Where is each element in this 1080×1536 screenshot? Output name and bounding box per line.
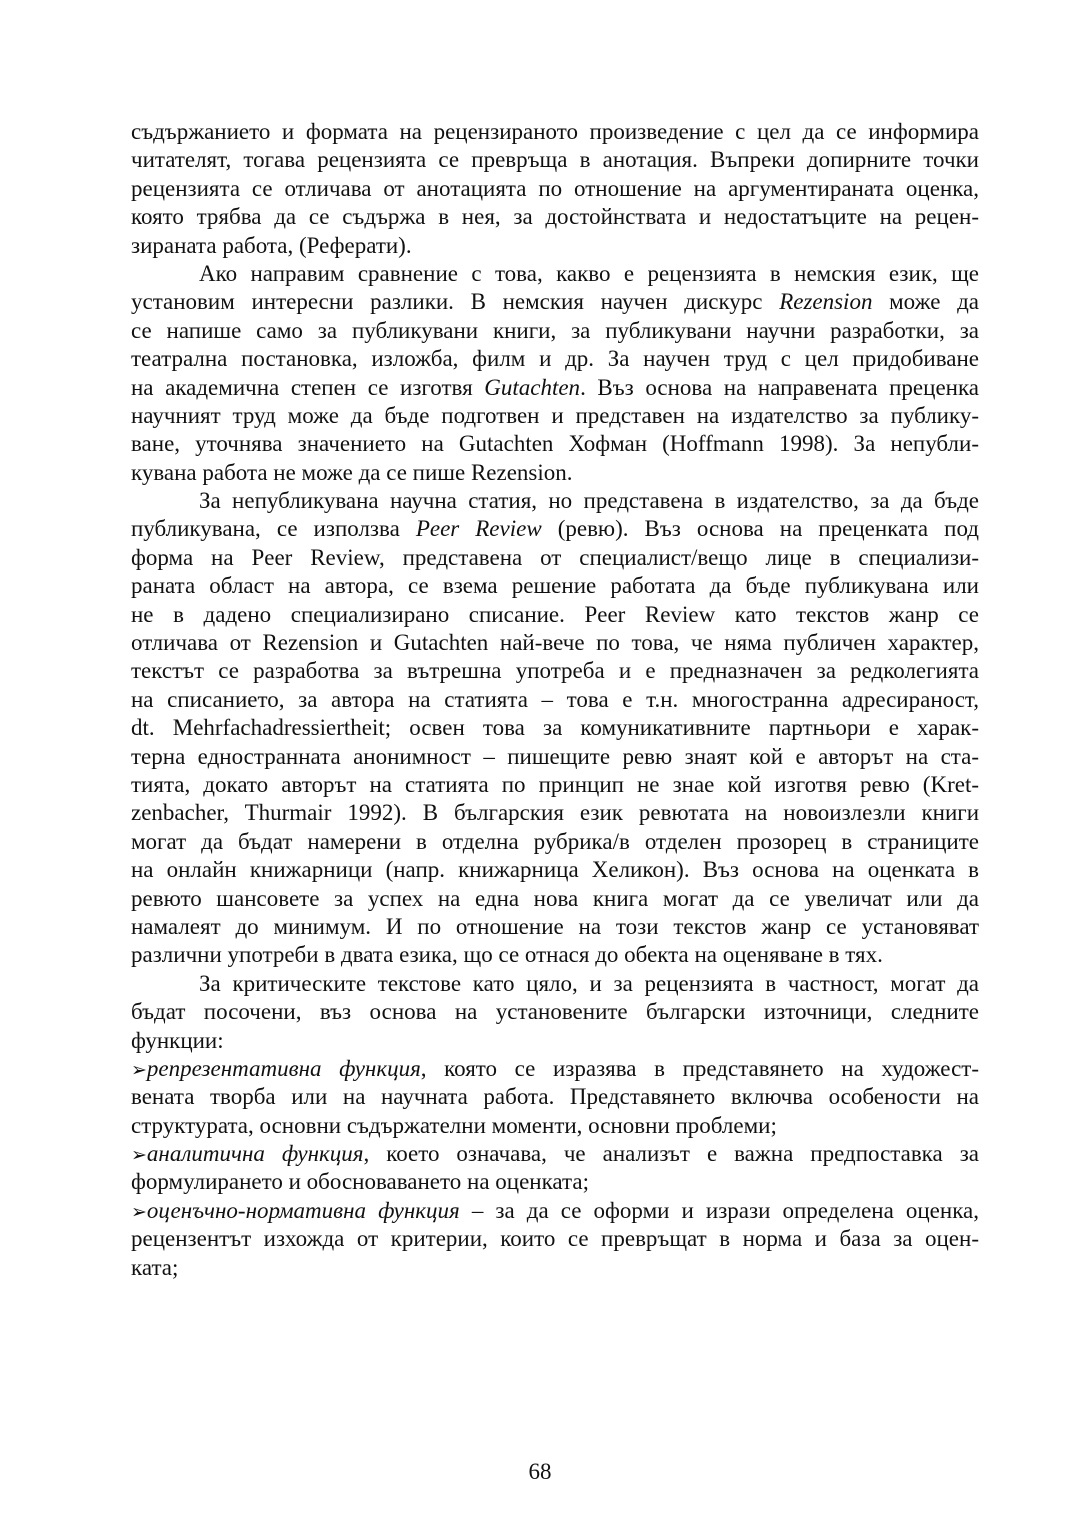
text-line: бъдат посочени, въз основа на установените български източници, следните — [131, 999, 979, 1025]
text-line — [131, 686, 979, 714]
line-text: Ако направим сравнение с това, какво е рецензията в немския език, ще — [199, 260, 979, 286]
text-line — [131, 1140, 979, 1168]
text-line — [131, 771, 979, 799]
line-text: намалеят до минимум. И по отношение на този текстов жанр се установяват — [131, 913, 979, 939]
text-line — [131, 374, 979, 402]
bullet-item-analytical-function — [131, 1140, 979, 1197]
text-line — [131, 885, 979, 913]
text-line: зираната работа, (Реферати). — [131, 232, 412, 258]
line-text: раната област на автора, се взема решение работата да бъде публикувана или — [131, 573, 979, 599]
line-text: публикувана, се използва — [131, 516, 416, 542]
paragraph-continuation — [131, 118, 979, 260]
text-line — [131, 1197, 979, 1225]
line-text: научният труд може да бъде подготвен и представен на издателство за публику- — [131, 402, 979, 428]
line-text: dt. Mehrfachadressiertheit; освен това за комуникативните партньори е харак- — [131, 715, 979, 741]
line-text: , която се изразява в представянето на художест- — [420, 1055, 979, 1081]
text-line — [131, 714, 979, 742]
line-text: , което означава, че анализът е важна предпоставка за — [363, 1141, 979, 1167]
text-line — [131, 913, 979, 941]
line-text: zenbacher, Thurmair 1992). В българския език ревютата на новоизлезли книги — [131, 800, 979, 826]
line-text: тията, докато авторът на статията по принцип не знае кой изготвя ревю (Kret- — [131, 771, 979, 797]
italic-term: Rezension — [779, 289, 873, 315]
text-line: формулирането и обосноваването на оценката; — [131, 1169, 589, 1195]
line-text: (ревю). Въз основа на преценката под — [541, 516, 980, 542]
text-line — [131, 345, 979, 373]
text-line — [131, 828, 979, 856]
line-text: ване, уточнява значението на Gutachten Хофман (Hoffmann 1998). За непубли- — [131, 431, 979, 457]
text-line: вената творба или на научната работа. Представянето включва особености на — [131, 1084, 979, 1110]
italic-term: аналитична функция — [146, 1141, 364, 1167]
line-text: установим интересни разлики. В немския научен дискурс — [131, 289, 780, 315]
text-line — [131, 487, 979, 515]
text-line: ката; — [131, 1254, 179, 1280]
text-line — [131, 544, 979, 572]
text-line — [131, 572, 979, 600]
bullet-item-representative-function — [131, 1055, 979, 1140]
line-text: може да — [872, 289, 979, 315]
text-line — [131, 601, 979, 629]
line-text: различни употреби в двата езика, що се отнася до обекта на оценяване в тях. — [131, 942, 883, 968]
paragraph-peer-review — [131, 487, 979, 970]
italic-term: оценъчно-нормативна функция — [146, 1197, 460, 1223]
text-line: читателят, тогава рецензията се превръща в анотация. Въпреки допирните точки — [131, 147, 979, 173]
arrow-bullet-icon: ➢ — [131, 1145, 147, 1167]
document-body — [131, 118, 979, 1282]
text-line — [131, 459, 979, 487]
paragraph-functions-intro — [131, 970, 979, 1055]
line-text: текстът се разработва за вътрешна употреба и е предназначен за редколегията — [131, 658, 979, 684]
text-line: рецензентът изхожда от критерии, които се превръщат в норма и база за оцен- — [131, 1226, 979, 1252]
line-text: театрална постановка, изложба, филм и др. За научен труд с цел придобиване — [131, 346, 979, 372]
text-line — [131, 288, 979, 316]
italic-term: репрезентативна функция — [146, 1055, 421, 1081]
text-line: съдържанието и формата на рецензираното произведение с цел да се информира — [131, 119, 979, 144]
text-line — [131, 515, 979, 543]
line-text: За непубликувана научна статия, но представена в издателство, за да бъде — [199, 488, 979, 514]
text-line: функции: — [131, 1027, 224, 1053]
page-number: 68 — [528, 1459, 552, 1484]
text-line — [131, 856, 979, 884]
line-text: форма на Peer Review, представена от специалист/вещо лице в специализи- — [131, 544, 979, 570]
line-text: терна едностранната анонимност – пишещите ревю знаят кой е авторът на ста- — [131, 743, 979, 769]
text-line — [131, 799, 979, 827]
text-line: която трябва да се съдържа в нея, за достойнствата и недостатъците на рецен- — [131, 204, 979, 230]
text-line — [131, 657, 979, 685]
arrow-bullet-icon: ➢ — [131, 1201, 147, 1223]
text-line — [131, 317, 979, 345]
line-text: ревюто шансовете за успех на една нова книга могат да се увеличат или да — [131, 885, 979, 911]
text-line — [131, 941, 979, 969]
line-text: могат да бъдат намерени в отделна рубрика/в отделен прозорец в страниците — [131, 828, 979, 854]
text-line — [131, 1055, 979, 1083]
line-text: кувана работа не може да се пише Rezension. — [131, 459, 573, 485]
text-line — [131, 629, 979, 657]
line-text: отличава от Rezension и Gutachten най-вече по това, че няма публичен характер, — [131, 630, 979, 656]
paragraph-rezension — [131, 260, 979, 487]
text-line — [131, 430, 979, 458]
text-line: структурата, основни съдържателни моменти, основни проблеми; — [131, 1112, 777, 1138]
line-text: на списанието, за автора на статията – това е т.н. многостранна адресираност, — [131, 686, 979, 712]
italic-term: Gutachten — [484, 374, 581, 400]
text-line: рецензията се отличава от анотацията по отношение на аргументираната оценка, — [131, 175, 979, 201]
line-text: не в дадено специализирано списание. Peer Review като текстов жанр се — [131, 601, 979, 627]
italic-term: Peer Review — [415, 516, 542, 542]
line-text: се напише само за публикувани книги, за публикувани научни разработки, за — [131, 317, 979, 343]
line-text: – за да се оформи и изрази определена оценка, — [459, 1197, 979, 1223]
text-line: За критическите текстове като цяло, и за рецензията в частност, могат да — [199, 970, 979, 996]
line-text: на академична степен се изготвя — [131, 374, 485, 400]
text-line — [131, 743, 979, 771]
line-text: . Въз основа на направената преценка — [580, 374, 980, 400]
bullet-item-evaluative-normative-function — [131, 1197, 979, 1282]
arrow-bullet-icon: ➢ — [131, 1059, 147, 1081]
text-line — [131, 260, 979, 288]
text-line — [131, 402, 979, 430]
line-text: на онлайн книжарници (напр. книжарница Хеликон). Въз основа на оценката в — [131, 857, 979, 883]
